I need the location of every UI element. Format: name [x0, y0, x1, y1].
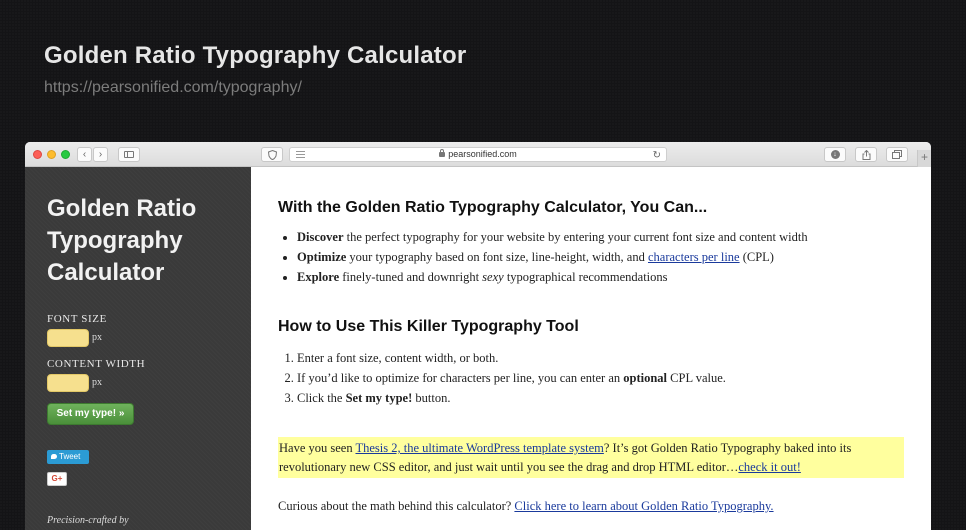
share-button[interactable]: [855, 147, 877, 162]
promo-callout: [278, 437, 904, 478]
learn-golden-ratio-link[interactable]: Click here to learn about Golden Ratio Typography.: [514, 499, 774, 513]
list-item: [297, 227, 917, 247]
bullet-strong: Optimize: [297, 250, 347, 264]
lock-icon: [439, 152, 445, 157]
step-text: Click the: [297, 391, 346, 405]
bullet-text: the perfect typography for your website by entering your current font size and content width: [343, 230, 808, 244]
content-width-unit: px: [92, 377, 102, 388]
list-item: [297, 388, 917, 408]
bullet-text: typographical recommendations: [503, 270, 668, 284]
step-text: CPL value.: [667, 371, 726, 385]
share-icon: [862, 150, 871, 160]
set-my-type-button[interactable]: Set my type! »: [47, 403, 134, 425]
address-bar[interactable]: [289, 147, 667, 162]
minimize-window-button[interactable]: [47, 150, 56, 159]
calculator-sidebar: [25, 167, 251, 530]
download-icon: ↓: [831, 150, 840, 159]
main-content: [251, 167, 931, 530]
privacy-report-button[interactable]: [261, 147, 283, 162]
check-it-out-link[interactable]: check it out!: [738, 460, 801, 474]
sidebar-icon: [124, 151, 134, 158]
back-button[interactable]: [77, 147, 92, 162]
browser-toolbar: [25, 142, 931, 167]
google-plus-button[interactable]: G+: [47, 472, 67, 486]
zoom-window-button[interactable]: [61, 150, 70, 159]
twitter-bird-icon: [51, 454, 57, 459]
downloads-button[interactable]: [824, 147, 846, 162]
list-item: [297, 368, 917, 388]
page-title: Golden Ratio Typography Calculator: [44, 42, 467, 69]
sidebar-toggle-button[interactable]: [118, 147, 140, 162]
list-item: [297, 267, 917, 287]
steps-list: [297, 348, 917, 408]
math-note: [278, 497, 774, 516]
promo-text: ? It’s got Golden Ratio Typography baked into its revolutionary new CSS editor, and just wait until you see the drag and drop HTML editor…: [279, 441, 852, 474]
page-url[interactable]: https://pearsonified.com/typography/: [44, 79, 302, 96]
sidebar-title: Golden Ratio Typography Calculator: [47, 195, 197, 286]
math-note-text: Curious about the math behind this calculator?: [278, 499, 515, 513]
tabs-icon: [892, 150, 902, 159]
close-window-button[interactable]: [33, 150, 42, 159]
bullet-emphasis: sexy: [482, 270, 504, 284]
bullet-strong: Discover: [297, 230, 344, 244]
bullet-text: (CPL): [739, 250, 774, 264]
list-item: [297, 247, 917, 267]
font-size-label: FONT SIZE: [47, 313, 107, 325]
tweet-button[interactable]: [47, 450, 89, 464]
content-width-input[interactable]: [47, 374, 89, 392]
promo-text: Have you seen: [279, 441, 356, 455]
step-strong: Set my type!: [345, 391, 413, 405]
bullet-strong: Explore: [297, 270, 340, 284]
tweet-label: Tweet: [59, 452, 81, 461]
list-item: [297, 348, 917, 368]
thesis-link[interactable]: Thesis 2, the ultimate WordPress template system: [355, 441, 604, 455]
step-text: Enter a font size, content width, or both.: [297, 351, 499, 365]
bullet-text: finely-tuned and downright: [339, 270, 483, 284]
forward-button[interactable]: [93, 147, 108, 162]
forward-icon: ›: [98, 148, 103, 160]
new-tab-button[interactable]: +: [917, 150, 931, 167]
browser-window: [25, 142, 931, 530]
credit-text: Precision-crafted by: [47, 515, 129, 526]
show-tabs-button[interactable]: [886, 147, 908, 162]
font-size-input[interactable]: [47, 329, 89, 347]
characters-per-line-link[interactable]: characters per line: [647, 250, 740, 264]
section-heading-features: With the Golden Ratio Typography Calculator, You Can...: [278, 199, 708, 216]
bullet-text: your typography based on font size, line-height, width, and: [346, 250, 648, 264]
step-strong: optional: [623, 371, 668, 385]
feature-list: [297, 227, 917, 287]
font-size-unit: px: [92, 332, 102, 343]
step-text: If you’d like to optimize for characters per line, you can enter an: [297, 371, 624, 385]
shield-icon: [268, 150, 277, 160]
section-heading-how-to: How to Use This Killer Typography Tool: [278, 318, 579, 335]
step-text: button.: [412, 391, 451, 405]
content-width-label: CONTENT WIDTH: [47, 358, 146, 370]
reload-icon[interactable]: ↻: [652, 150, 661, 161]
address-text: pearsonified.com: [448, 149, 517, 159]
back-icon: ‹: [82, 148, 87, 160]
